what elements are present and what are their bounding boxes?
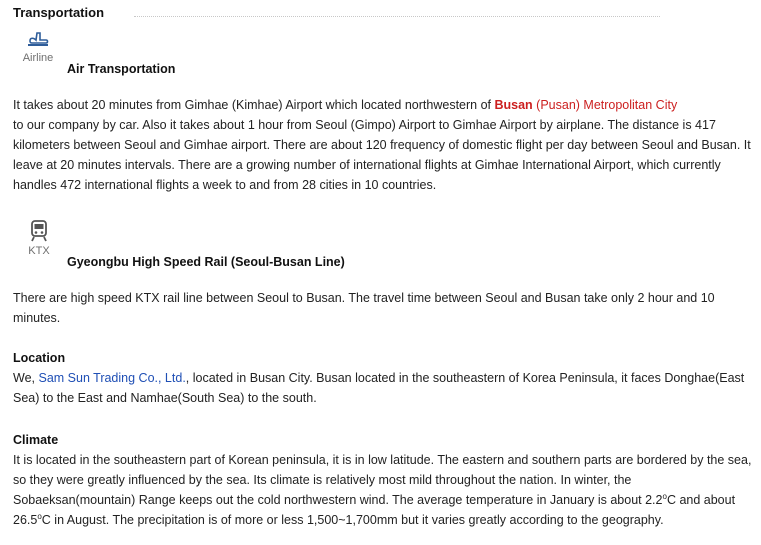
climate-title: Climate: [13, 433, 59, 447]
ktx-caption: KTX: [28, 245, 50, 257]
ktx-icon-group: [13, 219, 65, 257]
climate-text-1: It is located in the southeastern part of Korean peninsula, it is in low latitude. The eastern and southern parts are bordered by the sea, so they were greatly influenced by the sea. Its climate is relatively most mild throughout the nation. In winter, the Sobaeksan(mountain) Range keeps out the cold northwestern wind. The average temperature in January is about 2.2: [13, 453, 752, 507]
busan-highlight: Busan: [494, 98, 533, 112]
air-transportation-title: Air Transportation: [67, 62, 176, 76]
airplane-landing-icon: [12, 28, 64, 52]
dotted-divider: [134, 16, 660, 17]
section-title-transportation: Transportation: [13, 5, 105, 20]
rail-paragraph: [13, 288, 753, 328]
airline-caption: Airline: [22, 52, 54, 64]
train-icon: [13, 219, 65, 245]
air-paragraph: [13, 95, 753, 195]
climate-section: [13, 430, 753, 530]
company-name: Sam Sun Trading Co., Ltd.: [38, 371, 186, 385]
rail-paragraph-text: There are high speed KTX rail line between Seoul to Busan. The travel time between Seoul and Busan take only 2 hour and 10 minutes.: [13, 291, 715, 325]
airline-icon-group: [12, 28, 64, 64]
location-rest: , located in Busan City. Busan located in the southeastern of Korea Peninsula, it faces Donghae(East Sea) to the East and Namhae(South Sea) to the south.: [13, 371, 745, 405]
location-section: [13, 348, 753, 408]
climate-text-3: C in August. The precipitation is of more or less 1,500~1,700mm but it varies greatly according to the geography.: [41, 513, 664, 527]
air-paragraph-lead: It takes about 20 minutes from Gimhae (Kimhae) Airport which located northwestern of: [13, 98, 495, 112]
climate-text-2: C and about 26.5: [13, 493, 736, 527]
degree-sup-1: o: [662, 491, 667, 501]
rail-title: Gyeongbu High Speed Rail (Seoul-Busan Line): [67, 255, 345, 269]
location-lead: We,: [13, 371, 39, 385]
location-title: Location: [13, 351, 66, 365]
degree-sup-2: o: [37, 511, 42, 521]
pusan-highlight: (Pusan) Metropolitan City: [532, 98, 678, 112]
air-paragraph-rest: to our company by car. Also it takes about 1 hour from Seoul (Gimpo) Airport to Gimhae Airport by airplane. The distance is 417 kilometers between Seoul and Gimhae airport. There are about 120 frequency of domestic flight per day between Seoul and Busan. It leave at 20 minutes intervals. There are a growing number of international flights at Gimhae International Airport, which currently handles 472 international flights a week to and from 28 cities in 10 countries.: [13, 118, 751, 192]
